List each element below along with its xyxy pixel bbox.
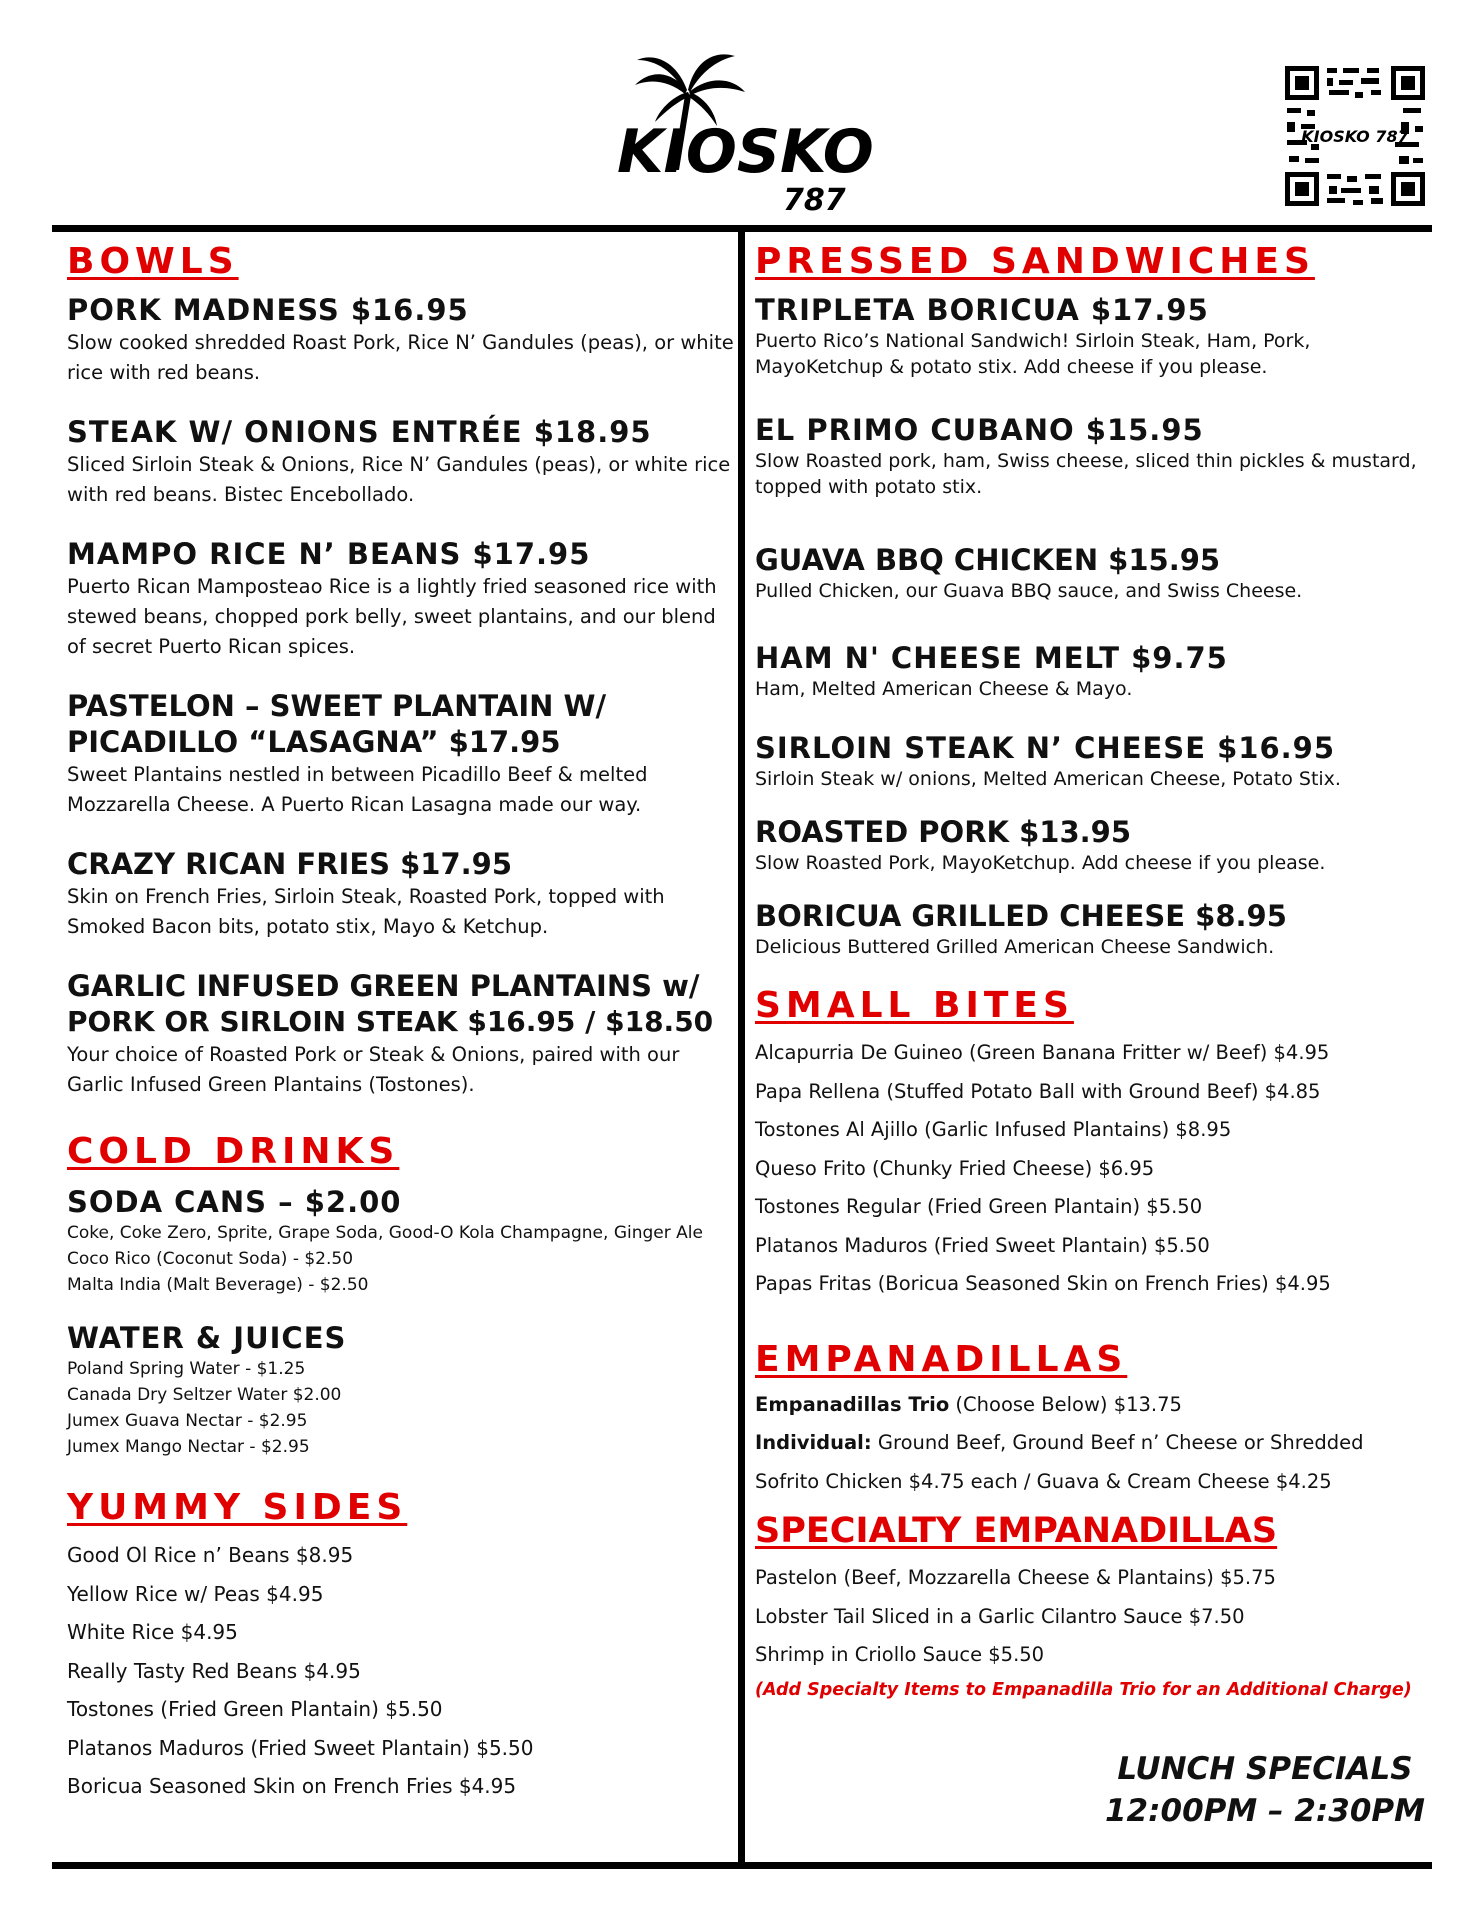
menu-item (755, 542, 1420, 604)
menu-item (755, 730, 1420, 792)
sides-list (67, 1536, 735, 1806)
kiosko-logo (615, 50, 885, 220)
item-title: PORK OR SIRLOIN STEAK $16.95 / $18.50 (67, 1005, 714, 1038)
brand-name: KIOSKO (617, 117, 874, 187)
list-item: Pastelon (Beef, Mozzarella Cheese & Plantains) $5.75 (755, 1566, 1276, 1589)
item-title: ROASTED PORK $13.95 (755, 815, 1132, 849)
list-item: Yellow Rice w/ Peas $4.95 (67, 1581, 324, 1606)
item-title: GUAVA BBQ CHICKEN $15.95 (755, 543, 1221, 577)
list-item: Tostones (Fried Green Plantain) $5.50 (67, 1697, 443, 1721)
item-desc: Delicious Buttered Grilled American Cheese Sandwich. (755, 936, 1275, 958)
small-bites-title: SMALL BITES (755, 985, 1074, 1026)
lunch-hours: 12:00PM – 2:30PM (1104, 1793, 1425, 1829)
specialty-note: (Add Specialty Items to Empanadilla Trio for an Additional Charge) (755, 1679, 1412, 1700)
list-item: Papas Fritas (Boricua Seasoned Skin on French Fries) $4.95 (755, 1272, 1331, 1295)
drink-line: Canada Dry Seltzer Water $2.00 (67, 1385, 342, 1405)
item-title: PICADILLO “LASAGNA” $17.95 (67, 725, 561, 759)
small-bites-list (755, 1034, 1420, 1304)
menu-item (755, 640, 1420, 702)
empanadillas-title: EMPANADILLAS (755, 1338, 1128, 1380)
menu-item (755, 292, 1420, 380)
item-desc: Your choice of Roasted Pork or Steak & Onions, paired with our Garlic Infused Green Plantains (Tostones). (67, 1043, 680, 1096)
menu-item (67, 688, 735, 820)
item-title: TRIPLETA BORICUA $17.95 (755, 293, 1209, 327)
list-item: Tostones Regular (Fried Green Plantain) $5.50 (755, 1195, 1203, 1218)
item-desc: Ham, Melted American Cheese & Mayo. (755, 678, 1133, 700)
trio-text: (Choose Below) $13.75 (949, 1392, 1182, 1416)
menu-item (67, 1184, 735, 1298)
individual-text: Ground Beef, Ground Beef n’ Cheese or Shredded (871, 1431, 1364, 1454)
menu-item (67, 846, 735, 942)
list-item (755, 1386, 1420, 1425)
trio-label: Empanadillas Trio (755, 1392, 950, 1416)
left-column (67, 240, 735, 1806)
drink-line: Jumex Mango Nectar - $2.95 (67, 1437, 310, 1457)
list-item: Papa Rellena (Stuffed Potato Ball with Ground Beef) $4.85 (755, 1079, 1321, 1103)
list-item: Lobster Tail Sliced in a Garlic Cilantro Sauce $7.50 (755, 1604, 1245, 1628)
item-desc: Slow Roasted Pork, MayoKetchup. Add cheese if you please. (755, 852, 1326, 874)
item-desc: Puerto Rican Mamposteao Rice is a lightly fried seasoned rice with stewed beans, chopped pork belly, sweet plantains, and our blend of secret Puerto Rican spices. (67, 575, 717, 658)
item-desc: Slow Roasted pork, ham, Swiss cheese, sliced thin pickles & mustard, topped with potato stix. (755, 450, 1417, 498)
item-desc: Puerto Rico’s National Sandwich! Sirloin Steak, Ham, Pork, MayoKetchup & potato stix. Add cheese if you please. (755, 330, 1311, 378)
item-title: WATER & JUICES (67, 1321, 347, 1355)
item-desc: Sliced Sirloin Steak & Onions, Rice N’ Gandules (peas), or white rice with red beans. Bistec Encebollado. (67, 453, 731, 506)
menu-item (67, 536, 735, 662)
list-item: Platanos Maduros (Fried Sweet Plantain) $5.50 (67, 1735, 534, 1760)
item-title: GARLIC INFUSED GREEN PLANTAINS w/ (67, 969, 700, 1003)
list-item: Good Ol Rice n’ Beans $8.95 (67, 1543, 354, 1567)
bottom-divider (52, 1862, 1432, 1869)
item-title: SIRLOIN STEAK N’ CHEESE $16.95 (755, 731, 1336, 765)
drink-line: Jumex Guava Nectar - $2.95 (67, 1411, 308, 1431)
item-title: PASTELON – SWEET PLANTAIN W/ (67, 689, 607, 723)
item-title: BORICUA GRILLED CHEESE $8.95 (755, 899, 1287, 933)
list-item: Shrimp in Criollo Sauce $5.50 (755, 1643, 1045, 1666)
item-desc: Slow cooked shredded Roast Pork, Rice N’ Gandules (peas), or white rice with red beans. (67, 331, 734, 384)
item-desc: Skin on French Fries, Sirloin Steak, Roasted Pork, topped with Smoked Bacon bits, potato stix, Mayo & Ketchup. (67, 885, 665, 938)
item-title: CRAZY RICAN FRIES $17.95 (67, 847, 513, 881)
menu-item (755, 814, 1420, 876)
individual-label: Individual: (755, 1431, 872, 1454)
item-desc: Pulled Chicken, our Guava BBQ sauce, and Swiss Cheese. (755, 580, 1303, 602)
menu-item (67, 1320, 735, 1460)
list-item: Sofrito Chicken $4.75 each / Guava & Cream Cheese $4.25 (755, 1469, 1332, 1493)
right-column (755, 240, 1420, 1705)
list-item: Alcapurria De Guineo (Green Banana Fritter w/ Beef) $4.95 (755, 1041, 1330, 1064)
menu-item (67, 414, 735, 510)
list-item: Boricua Seasoned Skin on French Fries $4.95 (67, 1774, 517, 1798)
menu-item (755, 898, 1420, 960)
specialty-title: SPECIALTY EMPANADILLAS (755, 1511, 1278, 1551)
item-desc: Sirloin Steak w/ onions, Melted American Cheese, Potato Stix. (755, 768, 1341, 790)
list-item: Platanos Maduros (Fried Sweet Plantain) $5.50 (755, 1233, 1210, 1257)
menu-item (67, 968, 735, 1100)
drink-line: Malta India (Malt Beverage) - $2.50 (67, 1275, 369, 1295)
sides-title: YUMMY SIDES (67, 1487, 408, 1528)
brand-sub: 787 (783, 183, 846, 218)
cold-drinks-title: COLD DRINKS (67, 1131, 400, 1172)
sandwiches-title: PRESSED SANDWICHES (755, 241, 1315, 282)
item-title: STEAK W/ ONIONS ENTRÉE $18.95 (67, 415, 652, 449)
lunch-specials (1100, 1748, 1430, 1832)
item-title: PORK MADNESS $16.95 (67, 293, 469, 327)
qr-caption: KIOSKO 787 (1301, 127, 1409, 146)
menu-item (755, 412, 1420, 500)
list-item: Tostones Al Ajillo (Garlic Infused Plantains) $8.95 (755, 1118, 1232, 1141)
item-desc: Sweet Plantains nestled in between Picadillo Beef & melted Mozzarella Cheese. A Puerto Rican Lasagna made our way. (67, 763, 648, 816)
qr-code[interactable] (1283, 64, 1427, 208)
list-item: Queso Frito (Chunky Fried Cheese) $6.95 (755, 1156, 1155, 1180)
lunch-title: LUNCH SPECIALS (1117, 1751, 1413, 1787)
bowls-title: BOWLS (67, 241, 239, 282)
drink-line: Poland Spring Water - $1.25 (67, 1359, 306, 1379)
drink-line: Coke, Coke Zero, Sprite, Grape Soda, Good-O Kola Champagne, Ginger Ale (67, 1223, 703, 1243)
item-title: HAM N' CHEESE MELT $9.75 (755, 641, 1228, 675)
item-title: EL PRIMO CUBANO $15.95 (755, 413, 1204, 447)
drink-line: Coco Rico (Coconut Soda) - $2.50 (67, 1249, 354, 1269)
list-item: White Rice $4.95 (67, 1620, 238, 1644)
specialty-list (755, 1559, 1420, 1705)
list-item (755, 1424, 1420, 1463)
item-title: MAMPO RICE N’ BEANS $17.95 (67, 537, 591, 571)
column-divider (738, 225, 745, 1865)
list-item: Really Tasty Red Beans $4.95 (67, 1658, 361, 1683)
item-title: SODA CANS – $2.00 (67, 1185, 402, 1219)
empanadillas-list (755, 1386, 1420, 1502)
menu-item (67, 292, 735, 388)
